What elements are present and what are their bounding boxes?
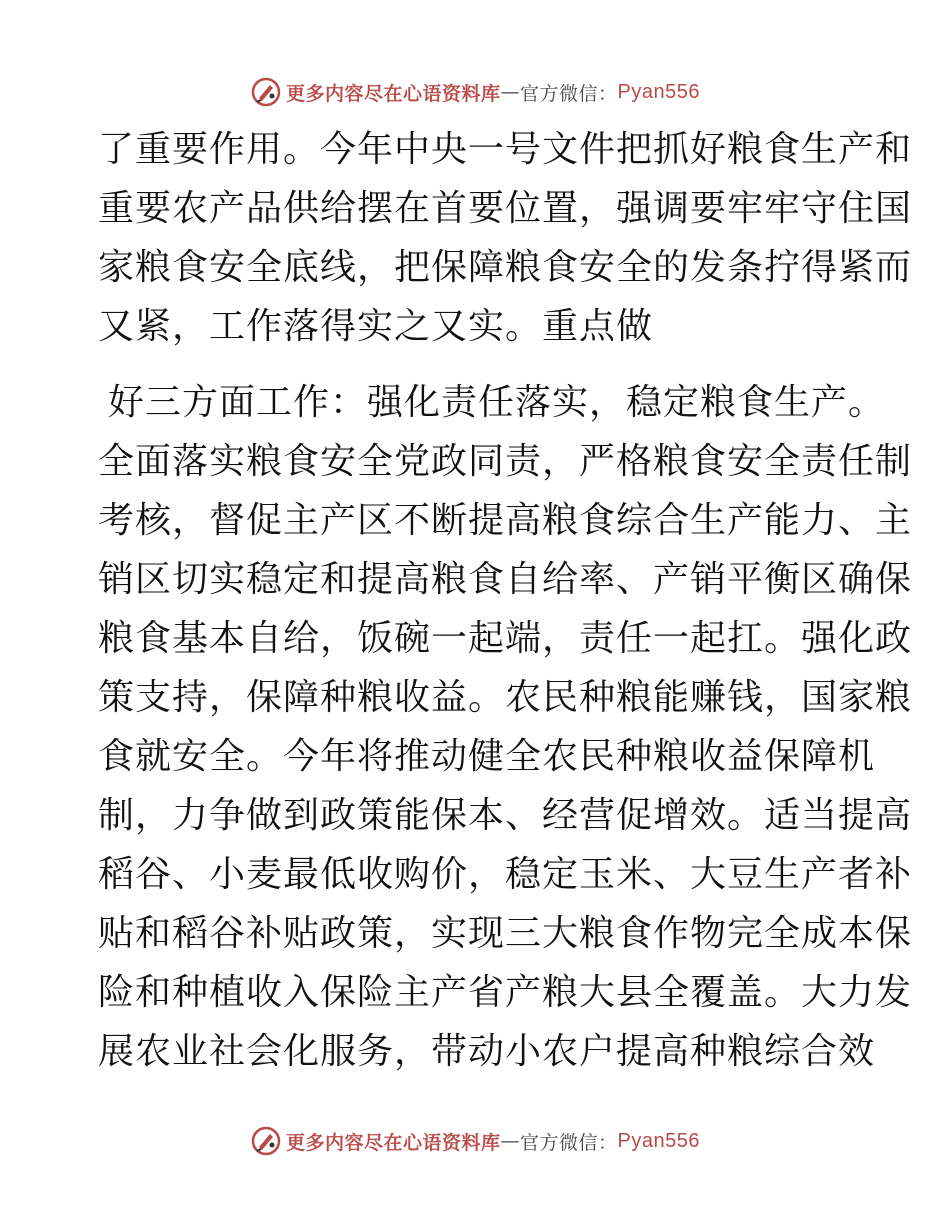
footer-banner [0, 1121, 950, 1161]
paragraph-1 [98, 120, 913, 356]
text-line: 家粮食安全底线，把保障粮食安全的发条拧得紧而 [98, 247, 913, 288]
paragraph-2 [98, 373, 913, 1081]
text-line: 考核，督促主产区不断提高粮食综合生产能力、主 [98, 500, 913, 541]
text-line: 展农业社会化服务，带动小农户提高种粮综合效 [98, 1031, 876, 1072]
footer-separator: — [500, 1130, 521, 1152]
text-line: 稻谷、小麦最低收购价，稳定玉米、大豆生产者补 [98, 854, 913, 895]
header-site-name: 更多内容尽在心语资料库 [286, 82, 501, 105]
text-line: 险和种植收入保险主产省产粮大县全覆盖。大力发 [98, 972, 913, 1013]
text-line: 食就安全。今年将推动健全农民种粮收益保障机 [98, 736, 876, 777]
text-line: 贴和稻谷补贴政策，实现三大粮食作物完全成本保 [98, 913, 913, 954]
text-line: 好三方面工作：强化责任落实，稳定粮食生产。 [108, 382, 886, 423]
brand-logo-icon [250, 76, 282, 108]
footer-wechat-label: 官方微信： [520, 1131, 618, 1154]
text-line: 策支持，保障种粮收益。农民种粮能赚钱，国家粮 [98, 677, 913, 718]
text-line: 制，力争做到政策能保本、经营促增效。适当提高 [98, 795, 913, 836]
text-line: 了重要作用。今年中央一号文件把抓好粮食生产和 [98, 129, 913, 170]
text-line: 粮食基本自给，饭碗一起端，责任一起扛。强化政 [98, 618, 913, 659]
header-wechat-label: 官方微信： [520, 82, 618, 105]
header-banner [0, 72, 950, 112]
footer-wechat-id: Pyan556 [617, 1129, 700, 1152]
document-body [98, 120, 913, 1081]
text-line: 重要农产品供给摆在首要位置，强调要牢牢守住国 [98, 188, 913, 229]
text-line: 销区切实稳定和提高粮食自给率、产销平衡区确保 [98, 559, 913, 600]
header-separator: — [500, 81, 521, 103]
footer-site-name: 更多内容尽在心语资料库 [286, 1131, 501, 1154]
paragraph-gap [98, 356, 858, 373]
brand-logo-icon [250, 1125, 282, 1157]
header-wechat-id: Pyan556 [617, 80, 700, 103]
text-line: 又紧，工作落得实之又实。重点做 [98, 306, 654, 347]
text-line: 全面落实粮食安全党政同责，严格粮食安全责任制 [98, 441, 913, 482]
